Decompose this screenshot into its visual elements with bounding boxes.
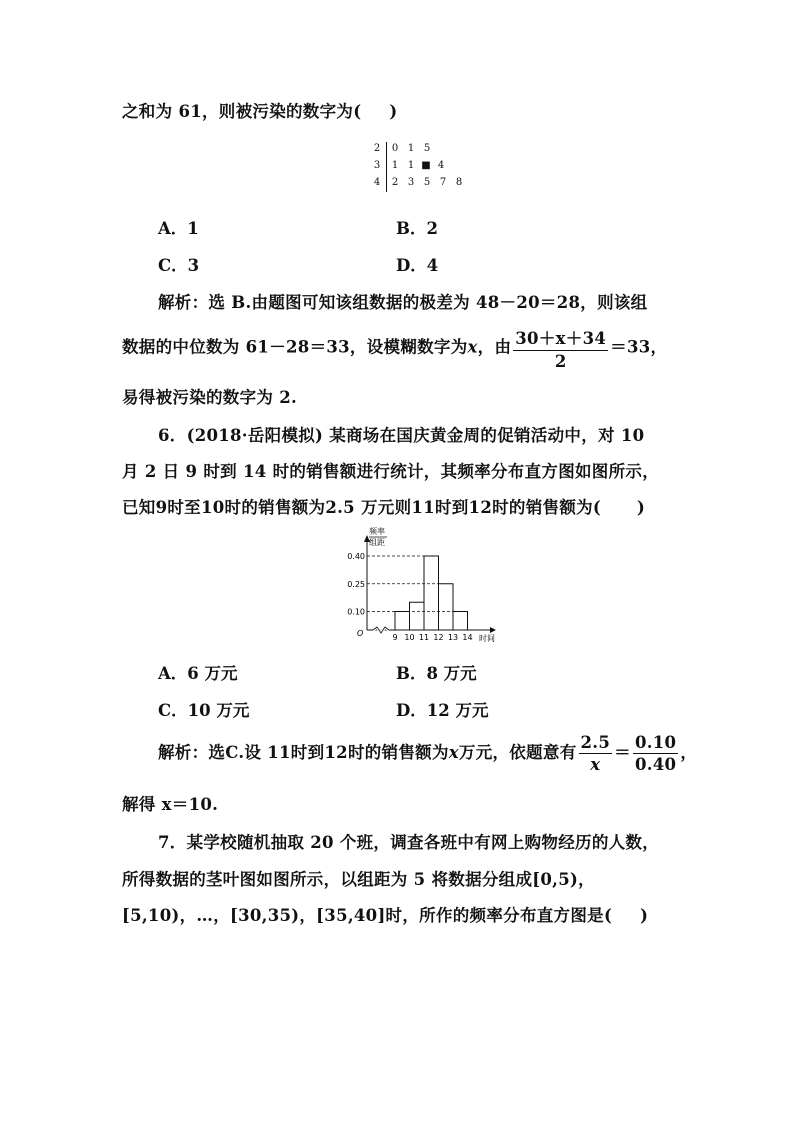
leaf: 2: [391, 177, 399, 188]
stem: 2: [373, 143, 381, 154]
q6-option-b[interactable]: B．8 万元: [396, 664, 477, 683]
x-axis-arrow: [490, 627, 496, 633]
stem-leaf-divider: [386, 142, 387, 192]
leaf: 4: [437, 160, 445, 171]
histogram-bar: [439, 584, 454, 630]
x-tick-label: 9: [392, 633, 398, 642]
x-tick-label: 13: [447, 633, 459, 642]
leaf: 7: [439, 177, 447, 188]
frequency-histogram: [340, 522, 500, 644]
q6-option-d[interactable]: D．12 万元: [396, 701, 489, 720]
histogram-bar: [410, 602, 425, 630]
leaf: 5: [423, 177, 431, 188]
q5-option-a[interactable]: A．1: [158, 219, 199, 238]
ratio-fraction-left: $\frac{2.5}{x}$: [580, 733, 611, 774]
q5-solution-line3: 易得被污染的数字为 2.: [122, 388, 298, 407]
q5-option-c[interactable]: C．3: [158, 256, 200, 275]
q5-option-b[interactable]: B．2: [396, 219, 438, 238]
q6-text-line3: 已知9时至10时的销售额为2.5 万元则11时到12时的销售额为( ): [122, 498, 646, 517]
histogram-bar: [453, 612, 468, 631]
x-axis-label: 时间: [479, 634, 495, 643]
median-fraction: $\frac{30+x+34}{2}$: [513, 325, 608, 371]
q5-stem-text: 之和为 61，则被污染的数字为( ): [122, 102, 398, 121]
q5-solution-line1: 解析：选 B.由题图可知该组数据的极差为 48－20＝28，则该组: [158, 293, 648, 312]
y-tick-label: 0.10: [347, 607, 365, 617]
q5-solution-line2: 数据的中位数为 61－28＝33，设模糊数字为x，由 $\frac{30+x+34}{2}$ ＝33，: [122, 325, 667, 371]
q6-text-line1: 6．(2018·岳阳模拟) 某商场在国庆黄金周的促销活动中，对 10: [158, 426, 645, 445]
leaf: 5: [423, 143, 431, 154]
q6-option-c[interactable]: C．10 万元: [158, 701, 250, 720]
x-tick-label: 12: [433, 633, 444, 642]
smudged-leaf: ■: [421, 160, 431, 171]
leaf: 1: [407, 160, 415, 171]
stem-leaf-plot: [368, 140, 468, 192]
y-tick-label: 0.25: [347, 579, 365, 589]
q7-text-line1: 7．某学校随机抽取 20 个班，调查各班中有网上购物经历的人数，: [158, 833, 660, 852]
q6-solution-line2: 解得 x＝10.: [122, 795, 219, 814]
q7-text-line2: 所得数据的茎叶图如图所示，以组距为 5 将数据分组成[0,5)，: [122, 870, 595, 889]
q6-solution-line1: 解析：选C.设 11时到12时的销售额为x万元，依题意有 $\frac{2.5}{x}$ ＝ $\frac{0.10}{0.40}$ ，: [158, 733, 698, 774]
y-tick-label: 0.40: [347, 552, 365, 561]
stem: 4: [373, 177, 381, 188]
origin-label: O: [357, 629, 364, 638]
x-tick-label: 10: [404, 633, 415, 642]
q7-text-line3: [5,10)，…，[30,35)，[35,40]时，所作的频率分布直方图是( ): [122, 906, 649, 925]
histogram-bar: [424, 556, 439, 630]
q5-option-d[interactable]: D．4: [396, 256, 439, 275]
ratio-fraction-right: $\frac{0.10}{0.40}$: [634, 733, 677, 774]
q6-text-line2: 月 2 日 9 时到 14 时的销售额进行统计，其频率分布直方图如图所示，: [122, 462, 659, 481]
y-axis-label-top: 频率: [369, 527, 385, 536]
leaf: 3: [407, 177, 415, 188]
histogram-bar: [395, 612, 410, 631]
x-tick-label: 14: [462, 633, 473, 642]
y-axis-label-bottom: 组距: [369, 538, 385, 547]
leaf: 0: [391, 143, 399, 154]
q6-option-a[interactable]: A．6 万元: [158, 664, 238, 683]
stem: 3: [373, 160, 381, 171]
leaf: 1: [391, 160, 399, 171]
leaf: 1: [407, 143, 415, 154]
leaf: 8: [455, 177, 463, 188]
x-tick-label: 11: [418, 633, 430, 642]
